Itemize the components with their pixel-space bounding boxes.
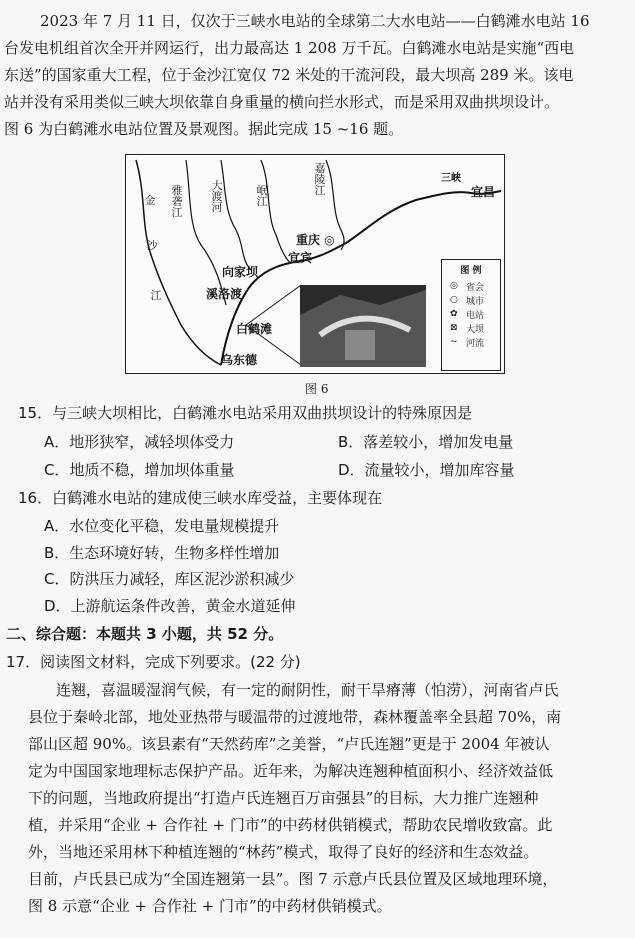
legend-city-label: 城市 <box>466 296 485 307</box>
legend-station-label: 电站 <box>466 310 485 321</box>
city-chongqing: 重庆 ◎ <box>296 233 335 247</box>
intro-line-1: 2023 年 7 月 11 日，仅次于三峡水电站的全球第二大水电站——白鹤滩水电站 16 <box>40 12 590 30</box>
q15-option-c: C．地质不稳，增加坝体重量 <box>44 461 235 479</box>
city-yibin: 宜宾 <box>288 251 313 265</box>
q17-line-7: 外，当地还采用林下种植连翘的“林药”模式，取得了良好的经济和生态效益。 <box>28 843 539 861</box>
dam-icon: ⊠ <box>450 323 458 333</box>
jinsha-label-1: 金 <box>144 194 156 207</box>
q15-option-d: D．流量较小，增加库容量 <box>338 461 515 479</box>
q15-option-a: A．地形狭窄，减轻坝体受力 <box>44 433 235 451</box>
river-icon: ∼ <box>450 337 458 347</box>
q15-option-b: B．落差较小，增加发电量 <box>338 433 514 451</box>
section-2-heading: 二、综合题：本题共 3 小题，共 52 分。 <box>6 625 284 643</box>
station-baihetan: 白鹤滩 <box>236 322 273 336</box>
jialing-label: 嘉陵江 <box>314 162 326 197</box>
legend-river-label: 河流 <box>466 338 485 349</box>
q17-line-3: 部山区超 90%。该县素有“天然药库”之美誉，“卢氏连翘”更是于 2004 年被认 <box>28 735 550 753</box>
dam-photo-drawing <box>300 285 426 367</box>
q17-line-6: 植，并采用“企业 + 合作社 + 门市”的中药材供销模式，帮助农民增收致富。此 <box>28 816 553 834</box>
legend-item-dam <box>442 321 500 335</box>
map-legend <box>441 259 501 371</box>
q17-line-4: 定为中国国家地理标志保护产品。近年来，为解决连翘种植面积小、经济效益低 <box>28 762 554 780</box>
city-yichang: 宜昌 <box>471 185 496 199</box>
jinsha-label-2: 沙 <box>146 239 158 252</box>
intro-line-4: 站并没有采用类似三峡大坝依靠自身重量的横向拦水形式，而是采用双曲拱坝设计。 <box>4 93 560 111</box>
intro-line-3: 东送”的国家重大工程，位于金沙江宽仅 72 米处的干流河段，最大坝高 289 米。该电 <box>4 66 574 84</box>
q17-stem: 17．阅读图文材料，完成下列要求。(22 分) <box>6 653 301 671</box>
dadu-river <box>221 160 251 270</box>
q16-option-b: B．生态环境好转，生物多样性增加 <box>44 544 280 562</box>
q17-line-5: 下的问题，当地政府提出“打造卢氏连翘百万亩强县”的目标，大力推广连翘种 <box>28 789 539 807</box>
city-chongqing-label: 重庆 <box>296 233 321 247</box>
intro-line-2: 台发电机组首次全开并网运行，出力最高达 1 208 万千瓦。白鹤滩水电站是实施“西电 <box>4 39 575 57</box>
legend-title: 图 例 <box>460 266 482 276</box>
legend-item-station <box>442 307 500 321</box>
legend-item-river <box>442 335 500 349</box>
city-sanxia: 三峡 <box>441 173 461 184</box>
q17-line-8: 目前，卢氏县已成为“全国连翘第一县”。图 7 示意卢氏县位置及区域地理环境， <box>28 870 558 888</box>
q16-option-d: D．上游航运条件改善，黄金水道延伸 <box>44 597 296 615</box>
city-icon: ○ <box>450 295 458 305</box>
q16-option-a: A．水位变化平稳，发电量规模提升 <box>44 517 280 535</box>
legend-item-city <box>442 293 500 307</box>
legend-dam-label: 大坝 <box>466 324 485 335</box>
legend-capital-label: 省会 <box>466 282 485 293</box>
station-wudongde: 乌东德 <box>221 353 258 367</box>
q17-line-9: 图 8 示意“企业 + 合作社 + 门市”的中药材供销模式。 <box>28 897 392 915</box>
q17-line-2: 县位于秦岭北部，地处亚热带与暖温带的过渡地带，森林覆盖率全县超 70%，南 <box>28 708 562 726</box>
capital-icon: ◎ <box>450 281 458 291</box>
jinsha-label-3: 江 <box>150 289 162 302</box>
yalong-label: 雅砻江 <box>171 184 183 219</box>
figure-caption: 图 6 <box>305 382 329 396</box>
station-xiangjiaba: 向家坝 <box>222 265 259 279</box>
intro-line-5: 图 6 为白鹤滩水电站位置及景观图。据此完成 15 ~16 题。 <box>4 120 404 138</box>
min-label: 岷江 <box>256 184 268 208</box>
min-river <box>261 160 291 263</box>
station-icon: ✿ <box>450 309 458 319</box>
legend-item-capital <box>442 279 500 293</box>
q16-stem: 16．白鹤滩水电站的建成使三峡水库受益，主要体现在 <box>18 489 383 507</box>
q15-stem: 15．与三峡大坝相比，白鹤滩水电站采用双曲拱坝设计的特殊原因是 <box>18 404 473 422</box>
q17-line-1: 连翘，喜温暖湿润气候，有一定的耐阴性，耐干旱瘠薄（怕涝），河南省卢氏 <box>56 681 559 699</box>
q16-option-c: C．防洪压力减轻，库区泥沙淤积减少 <box>44 570 295 588</box>
station-xiluodu: 溪洛渡 <box>206 287 243 301</box>
baihetan-dam-photo <box>300 285 426 367</box>
dadu-label: 大渡河 <box>211 179 223 214</box>
